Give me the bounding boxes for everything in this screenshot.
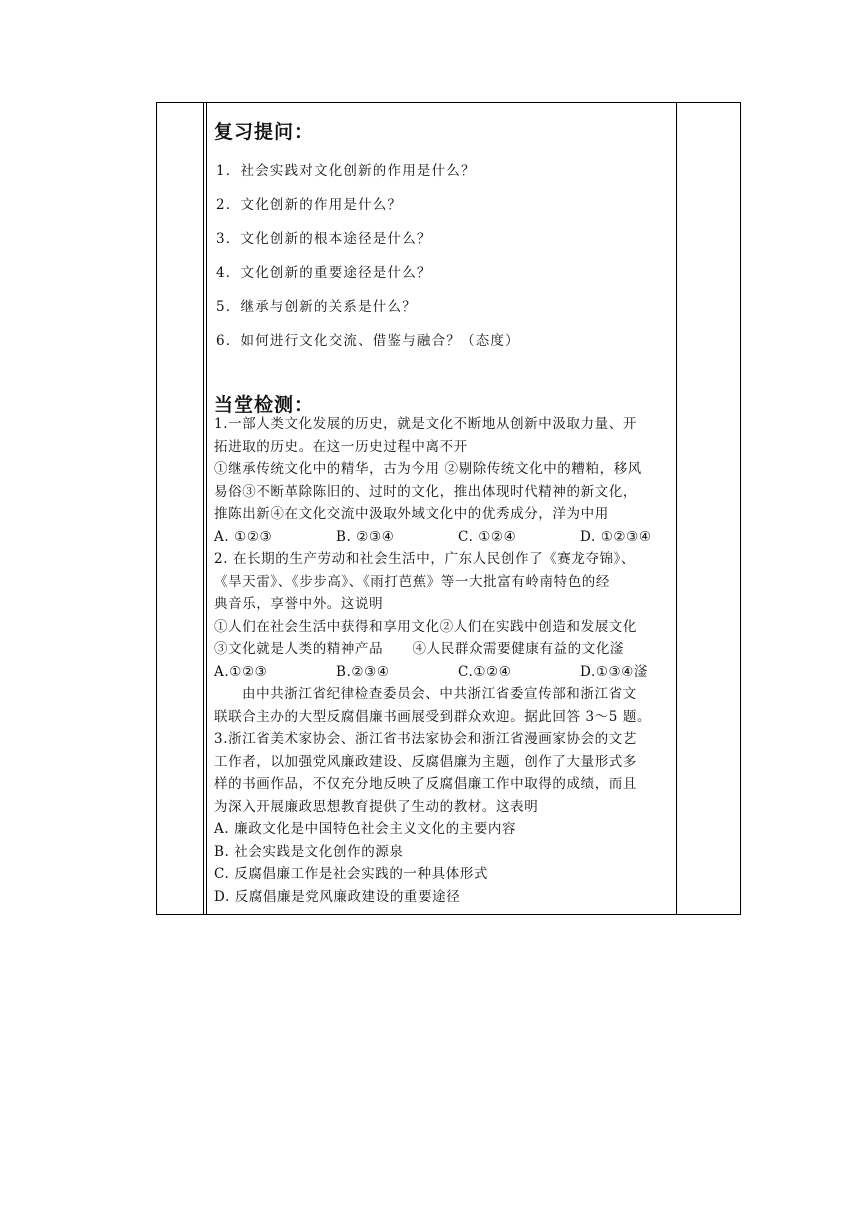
question-line: 1.一部人类文化发展的历史，就是文化不断地从创新中汲取力量、开	[214, 416, 637, 432]
column-divider-left-double	[206, 103, 207, 914]
option-b: B. ②③④	[336, 528, 395, 545]
column-divider-left	[203, 103, 204, 914]
option-c: C.①②④	[458, 663, 512, 680]
option-b: B. 社会实践是文化创作的源泉	[214, 843, 404, 860]
question-line: 2. 在长期的生产劳动和社会生活中，广东人民创作了《赛龙夺锦》、	[214, 551, 636, 567]
review-question: 1．社会实践对文化创新的作用是什么？	[216, 163, 476, 179]
answer-options	[214, 661, 674, 684]
option-c: C. 反腐倡廉工作是社会实践的一种具体形式	[214, 866, 489, 882]
option-d: D. ①②③④	[580, 528, 652, 545]
question-line: 易俗③不断革除陈旧的、过时的文化，推出体现时代精神的新文化，	[214, 483, 637, 500]
question-line: 拓进取的历史。在这一历史过程中离不开	[214, 438, 468, 455]
question-line: 工作者，以加强党风廉政建设、反腐倡廉为主题，创作了大量形式多	[214, 753, 637, 770]
review-question: 5．继承与创新的关系是什么？	[216, 299, 417, 315]
question-line: ③文化就是人类的精神产品 ④人民群众需要健康有益的文化滏	[214, 641, 625, 657]
intro-line: 由中共浙江省纪律检查委员会、中共浙江省委宣传部和浙江省文	[242, 686, 637, 702]
option-c: C. ①②④	[458, 528, 517, 545]
question-line: 为深入开展廉政思想教育提供了生动的教材。这表明	[214, 798, 539, 815]
review-question: 4．文化创新的重要途径是什么？	[216, 265, 432, 281]
option-a: A. ①②③	[214, 528, 273, 545]
question-line: 典音乐，享誉中外。这说明	[214, 596, 384, 612]
answer-options	[214, 526, 674, 549]
question-line: ①继承传统文化中的精华，古为今用 ②剔除传统文化中的糟粕，移风	[214, 461, 642, 477]
option-d: D. 反腐倡廉是党风廉政建设的重要途径	[214, 888, 461, 905]
column-divider-right	[676, 103, 677, 914]
question-line: ①人们在社会生活中获得和享用文化②人们在实践中创造和发展文化	[214, 618, 637, 635]
option-a: A. 廉政文化是中国特色社会主义文化的主要内容	[214, 821, 517, 837]
review-question: 6．如何进行文化交流、借鉴与融合？（态度）	[216, 333, 520, 349]
review-heading: 复习提问：	[214, 121, 315, 143]
review-question: 2．文化创新的作用是什么？	[216, 197, 403, 213]
question-line: 3.浙江省美术家协会、浙江省书法家协会和浙江省漫画家协会的文艺	[214, 731, 637, 747]
test-heading: 当堂检测：	[214, 394, 315, 416]
test-questions	[214, 413, 674, 908]
option-d: D.①③④滏	[580, 663, 649, 680]
review-question: 3．文化创新的根本途径是什么？	[216, 231, 432, 247]
question-line: 推陈出新④在文化交流中汲取外域文化中的优秀成分，洋为中用	[214, 506, 609, 522]
intro-line: 联联合主办的大型反腐倡廉书画展受到群众欢迎。据此回答 3～5 题。	[214, 708, 652, 725]
option-b: B.②③④	[336, 663, 390, 680]
option-a: A.①②③	[214, 663, 268, 680]
worksheet-table	[156, 102, 741, 915]
question-line: 样的书画作品，不仅充分地反映了反腐倡廉工作中取得的成绩，而且	[214, 776, 637, 792]
question-line: 《旱天雷》、《步步高》、《雨打芭蕉》等一大批富有岭南特色的经	[214, 573, 610, 590]
